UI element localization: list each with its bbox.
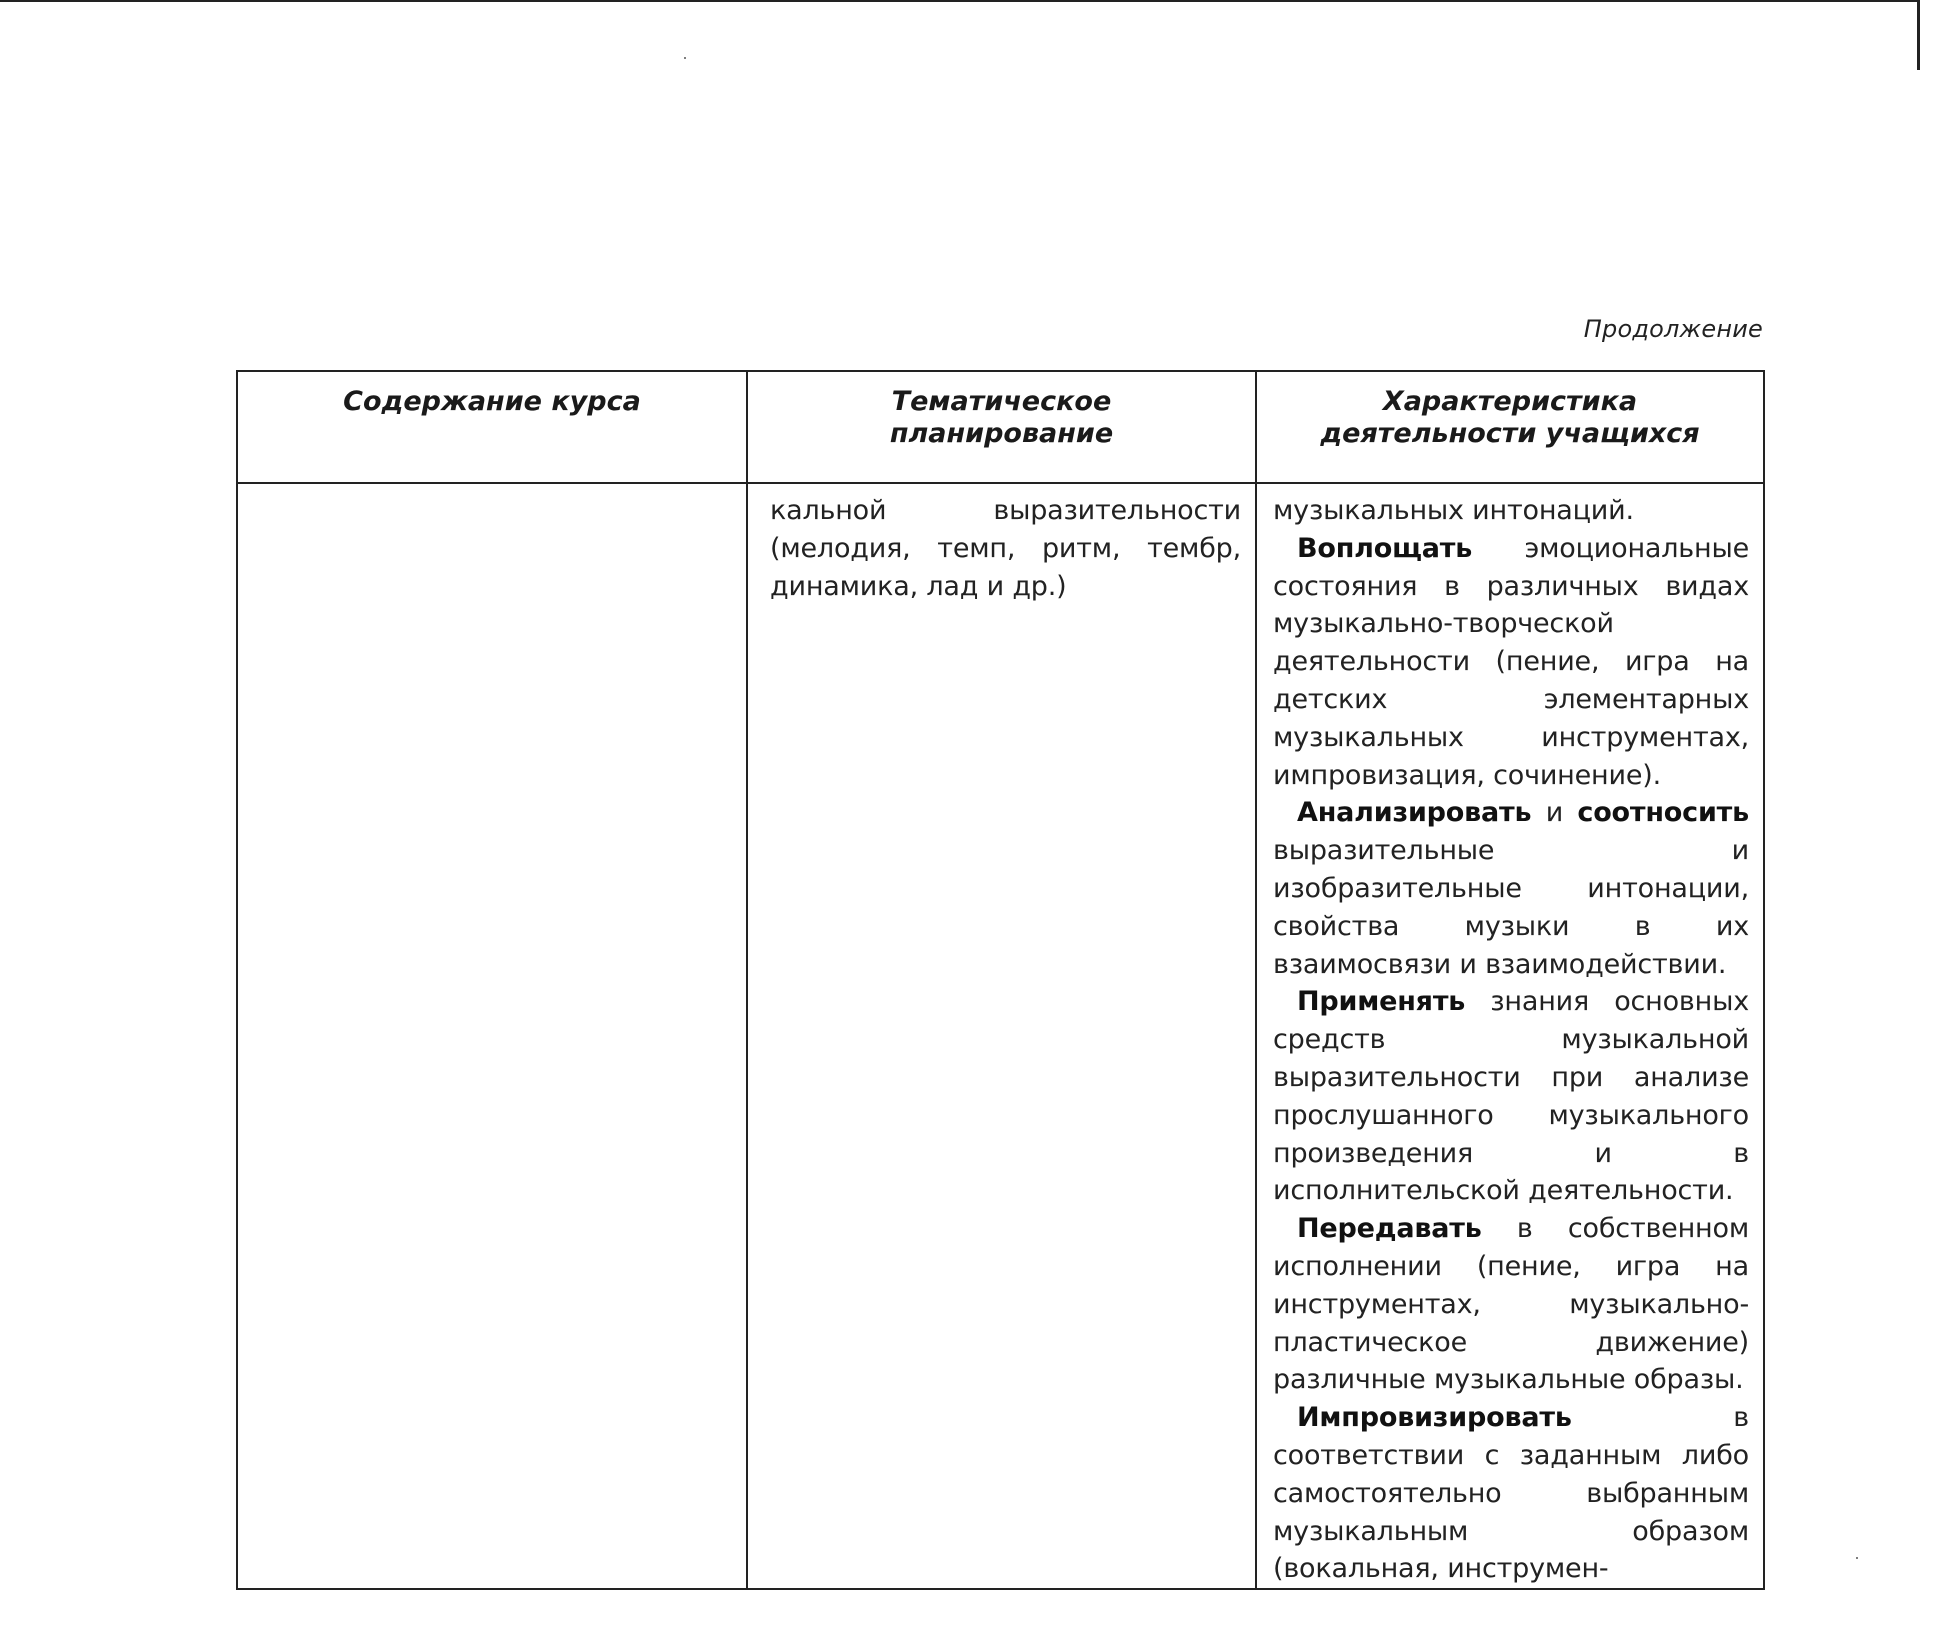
- scan-speck: [684, 57, 686, 59]
- table-header-row: [237, 371, 1764, 483]
- activity-lead-text: музыкальных интонаций.: [1273, 495, 1634, 526]
- table-row: [237, 483, 1764, 1589]
- curriculum-table: [236, 370, 1765, 1590]
- column-header-course-content: Содержание курса: [237, 371, 747, 483]
- scan-border-right: [1917, 0, 1920, 70]
- scan-speck: [1856, 1557, 1858, 1559]
- activity-description: в соответствии с заданным либо самостоятельно выбранным музыкальным образом (вокальная, инструмен-: [1273, 1402, 1749, 1585]
- activity-item: [1273, 794, 1749, 983]
- activity-verb: Импровизировать: [1297, 1402, 1572, 1434]
- activity-description: эмоциональные состояния в различных видах музыкально-творческой деятельности (пение, игра на детских элементарных музыкальных инструментах, импровизация, сочинение).: [1273, 532, 1749, 791]
- cell-course-content: [237, 483, 747, 1589]
- activity-verb: Применять: [1297, 986, 1466, 1018]
- activity-item: [1273, 983, 1749, 1210]
- continuation-label: Продолжение: [1583, 315, 1763, 343]
- activity-verb: Анализировать: [1297, 797, 1532, 829]
- cell-thematic-planning: [747, 483, 1256, 1589]
- activity-description: в собственном исполнении (пение, игра на инструментах, музыкально-пластическое движение) различные музыкальные образы.: [1273, 1213, 1749, 1396]
- thematic-planning-text: кальной выразительности (мелодия, темп, ритм, тембр, динамика, лад и др.): [770, 495, 1241, 602]
- column-header-activity: Характеристика деятельности учащихся: [1256, 371, 1764, 483]
- column-header-thematic-planning: Тематическое планирование: [747, 371, 1256, 483]
- cell-activity: [1256, 483, 1764, 1589]
- activity-verb: Передавать: [1297, 1213, 1482, 1245]
- activity-verb-secondary: соотносить: [1577, 797, 1749, 829]
- activity-conjunction: и: [1531, 797, 1578, 829]
- activity-item: [1273, 1399, 1749, 1588]
- scan-border-top: [0, 0, 1919, 2]
- activity-verb: Воплощать: [1297, 532, 1473, 564]
- activity-description: выразительные и изобразительные интонации, свойства музыки в их взаимосвязи и взаимодействии.: [1273, 835, 1749, 980]
- activity-item: [1273, 1210, 1749, 1399]
- activity-description: знания основных средств музыкальной выразительности при анализе прослушанного музыкального произведения и в исполнительской деятельности.: [1273, 986, 1749, 1207]
- activity-item: [1273, 530, 1749, 795]
